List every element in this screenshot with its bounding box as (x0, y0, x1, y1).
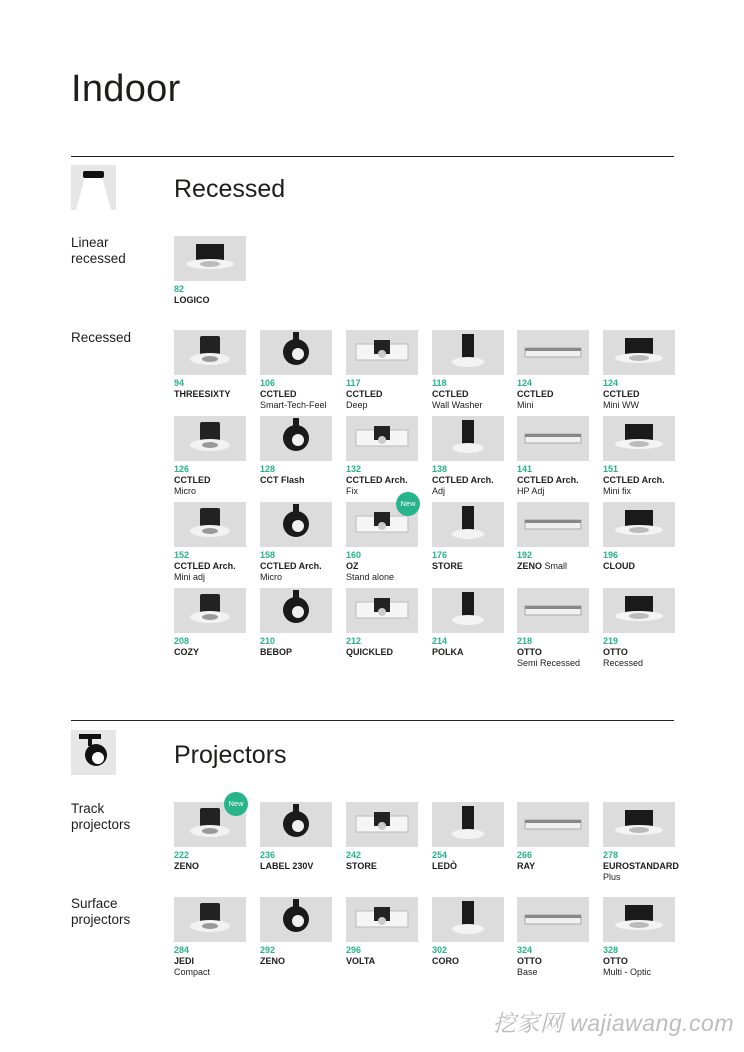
product-page-number: 192 (517, 550, 533, 560)
product-name (517, 561, 589, 572)
product-tile[interactable] (517, 588, 589, 669)
product-page-number: 176 (432, 550, 448, 560)
product-page-number: 124 (603, 378, 619, 388)
product-image (517, 588, 589, 633)
product-image (346, 330, 418, 375)
product-variant: Micro (174, 486, 196, 496)
product-name (517, 647, 589, 658)
product-page-number: 242 (346, 850, 362, 860)
product-name (517, 475, 589, 486)
product-image (174, 330, 246, 375)
product-page-number: 324 (517, 945, 533, 955)
product-tile[interactable] (517, 416, 589, 497)
product-variant: Recessed (603, 658, 644, 668)
product-page-number: 141 (517, 464, 533, 474)
product-tile[interactable] (517, 330, 589, 411)
product-tile[interactable] (174, 330, 246, 400)
product-name-text: LOGICO (174, 295, 210, 305)
section-divider (71, 720, 674, 721)
product-page-number: 196 (603, 550, 619, 560)
product-variant: Mini adj (174, 572, 206, 582)
product-page-number: 138 (432, 464, 448, 474)
product-tile[interactable] (174, 502, 246, 583)
product-name (174, 956, 246, 967)
product-tile[interactable] (260, 502, 332, 583)
product-variant: Mini WW (603, 400, 639, 410)
product-tile[interactable] (432, 416, 504, 497)
product-image (174, 236, 246, 281)
category-label-track-projectors (71, 801, 161, 833)
product-name-text: STORE (346, 861, 377, 871)
track-projector-icon (71, 730, 116, 775)
product-name-text: ZENO (174, 861, 200, 871)
product-image (432, 502, 504, 547)
product-image (517, 502, 589, 547)
product-name (260, 389, 332, 400)
product-name (346, 561, 418, 572)
product-name-text: CCTLED Arch. (603, 475, 665, 485)
product-image (346, 416, 418, 461)
product-tile[interactable] (603, 802, 679, 883)
product-name (346, 475, 418, 486)
product-name (174, 561, 246, 572)
product-page-number: 151 (603, 464, 619, 474)
product-name-text: CORO (432, 956, 459, 966)
product-name (174, 861, 246, 872)
product-page-number: 152 (174, 550, 190, 560)
product-tile[interactable] (603, 502, 675, 572)
product-name-text: COZY (174, 647, 200, 657)
product-image (174, 588, 246, 633)
product-page-number: 210 (260, 636, 276, 646)
product-image (517, 897, 589, 942)
product-tile[interactable] (260, 802, 332, 872)
product-page-number: 128 (260, 464, 276, 474)
product-name-text: POLKA (432, 647, 464, 657)
product-image (346, 588, 418, 633)
product-image (260, 802, 332, 847)
product-name (260, 956, 332, 967)
product-name-text: BEBOP (260, 647, 293, 657)
product-tile[interactable] (432, 330, 504, 411)
product-page-number: 118 (432, 378, 447, 388)
product-name (346, 956, 418, 967)
product-image (603, 802, 675, 847)
product-page-number: 208 (174, 636, 190, 646)
product-tile[interactable] (346, 416, 418, 497)
product-name (517, 956, 589, 967)
product-name-extra: Small (544, 561, 568, 571)
product-image (603, 502, 675, 547)
product-image (603, 330, 675, 375)
product-name (603, 561, 675, 572)
product-variant: Deep (346, 400, 368, 410)
product-image (432, 802, 504, 847)
product-name (603, 647, 675, 658)
product-image (174, 897, 246, 942)
section-title-projectors: Projectors (174, 741, 287, 769)
product-name-text: ZENO (260, 956, 286, 966)
product-image (517, 330, 589, 375)
product-page-number: 328 (603, 945, 619, 955)
product-tile[interactable] (346, 330, 418, 411)
product-name-text: VOLTA (346, 956, 376, 966)
product-variant: Adj (432, 486, 446, 496)
product-name-text: RAY (517, 861, 536, 871)
product-page-number: 222 (174, 850, 190, 860)
new-badge: New (396, 492, 420, 516)
product-tile[interactable] (603, 897, 675, 978)
product-page-number: 158 (260, 550, 276, 560)
product-name (346, 389, 418, 400)
product-tile[interactable] (517, 502, 589, 572)
section-title-recessed: Recessed (174, 175, 286, 203)
product-tile[interactable] (517, 802, 589, 872)
product-page-number: 124 (517, 378, 533, 388)
product-name (260, 475, 332, 486)
product-tile[interactable] (432, 897, 504, 967)
product-variant: Stand alone (346, 572, 395, 582)
page-title: Indoor (71, 68, 181, 110)
product-name-text: OTTO (603, 956, 628, 966)
product-name (260, 647, 332, 658)
product-image (346, 897, 418, 942)
product-tile[interactable] (346, 897, 418, 967)
product-image (174, 416, 246, 461)
product-name-text: OTTO (603, 647, 628, 657)
product-image (603, 897, 675, 942)
product-name-text: CCTLED Arch. (432, 475, 494, 485)
product-page-number: 284 (174, 945, 190, 955)
product-page-number: 296 (346, 945, 362, 955)
category-label-linear-recessed (71, 235, 161, 267)
recessed-downlight-icon (71, 165, 116, 210)
product-tile[interactable] (174, 416, 246, 497)
product-name-text: CCTLED (174, 475, 211, 485)
product-name-text: LEDÒ (432, 861, 458, 871)
product-image (260, 897, 332, 942)
product-page-number: 117 (346, 378, 361, 388)
product-name-text: CCTLED (346, 389, 383, 399)
product-page-number: 132 (346, 464, 362, 474)
product-image (174, 502, 246, 547)
product-tile[interactable] (432, 502, 504, 572)
product-tile[interactable] (260, 330, 332, 411)
category-label-line2: projectors (71, 817, 131, 832)
section-divider (71, 156, 674, 157)
new-badge: New (224, 792, 248, 816)
product-name-text: OTTO (517, 647, 542, 657)
product-image (260, 416, 332, 461)
product-variant: Base (517, 967, 538, 977)
product-image (432, 588, 504, 633)
product-variant: Multi - Optic (603, 967, 652, 977)
category-label-line1: Surface (71, 896, 118, 911)
product-page-number: 214 (432, 636, 448, 646)
product-page-number: 212 (346, 636, 362, 646)
product-name-text: THREESIXTY (174, 389, 231, 399)
product-tile[interactable] (346, 499, 418, 583)
product-name-text: CCT Flash (260, 475, 305, 485)
product-name-text: EUROSTANDARD (603, 861, 679, 871)
product-name (517, 389, 589, 400)
product-tile[interactable] (346, 588, 418, 658)
product-name-text: CCTLED (260, 389, 297, 399)
product-name (432, 956, 504, 967)
product-image (432, 897, 504, 942)
product-image (260, 502, 332, 547)
product-name (346, 861, 418, 872)
product-image (346, 802, 418, 847)
category-label-line1: Recessed (71, 330, 132, 345)
product-image (517, 802, 589, 847)
product-name-text: STORE (432, 561, 463, 571)
category-label-line2: recessed (71, 251, 126, 266)
product-page-number: 219 (603, 636, 619, 646)
product-variant: Smart-Tech-Feel (260, 400, 327, 410)
product-name (603, 861, 679, 872)
product-page-number: 106 (260, 378, 276, 388)
watermark: 挖家网 wajiawang.com (492, 1010, 734, 1036)
product-tile[interactable] (260, 897, 332, 967)
product-tile[interactable] (260, 416, 332, 486)
product-name-text: OZ (346, 561, 359, 571)
product-name-text: CCTLED (517, 389, 554, 399)
product-variant: Compact (174, 967, 211, 977)
product-page-number: 292 (260, 945, 276, 955)
product-image (603, 416, 675, 461)
product-tile[interactable] (174, 236, 246, 306)
product-name (346, 647, 418, 658)
product-page-number: 126 (174, 464, 190, 474)
product-image (603, 588, 675, 633)
product-page-number: 218 (517, 636, 533, 646)
product-tile[interactable] (432, 588, 504, 658)
product-variant: Micro (260, 572, 282, 582)
product-page-number: 160 (346, 550, 362, 560)
product-name (432, 389, 504, 400)
product-tile[interactable] (603, 416, 675, 497)
product-name-text: CCTLED (603, 389, 640, 399)
product-name-text: JEDI (174, 956, 195, 966)
product-name (517, 861, 589, 872)
product-tile[interactable] (174, 897, 246, 978)
product-image (517, 416, 589, 461)
product-name (174, 647, 246, 658)
product-page-number: 82 (174, 284, 185, 294)
product-name (603, 475, 675, 486)
product-image (432, 330, 504, 375)
product-image (260, 588, 332, 633)
product-page-number: 254 (432, 850, 448, 860)
product-name-text: ZENO (517, 561, 543, 571)
product-name-text: CCTLED Arch. (346, 475, 408, 485)
product-variant: Plus (603, 872, 621, 882)
product-variant: Semi Recessed (517, 658, 581, 668)
product-tile[interactable] (603, 330, 675, 411)
product-tile[interactable] (517, 897, 589, 978)
product-image (432, 416, 504, 461)
product-name (432, 861, 504, 872)
product-name (432, 647, 504, 658)
category-label-recessed (71, 330, 161, 346)
product-page-number: 94 (174, 378, 185, 388)
product-page-number: 236 (260, 850, 276, 860)
product-page-number: 302 (432, 945, 448, 955)
product-name (432, 561, 504, 572)
category-label-line2: projectors (71, 912, 131, 927)
product-name (174, 389, 246, 400)
product-name-text: OTTO (517, 956, 542, 966)
category-label-surface-projectors (71, 896, 161, 928)
product-tile[interactable] (174, 799, 246, 872)
product-tile[interactable] (174, 588, 246, 658)
product-name (260, 861, 332, 872)
product-tile[interactable] (346, 802, 418, 872)
product-name (260, 561, 332, 572)
product-variant: Fix (346, 486, 358, 496)
product-variant: Mini fix (603, 486, 632, 496)
product-name-text: LABEL 230V (260, 861, 314, 871)
product-variant: HP Adj (517, 486, 545, 496)
product-page-number: 278 (603, 850, 619, 860)
product-tile[interactable] (260, 588, 332, 658)
product-name (603, 389, 675, 400)
product-page-number: 266 (517, 850, 533, 860)
product-name (174, 295, 246, 306)
product-name (603, 956, 675, 967)
product-variant: Mini (517, 400, 534, 410)
product-name-text: QUICKLED (346, 647, 393, 657)
product-name (432, 475, 504, 486)
product-name-text: CCTLED Arch. (517, 475, 579, 485)
category-label-line1: Track (71, 801, 105, 816)
product-name (174, 475, 246, 486)
product-name-text: CLOUD (603, 561, 635, 571)
product-tile[interactable] (603, 588, 675, 669)
product-tile[interactable] (432, 802, 504, 872)
category-label-line1: Linear (71, 235, 109, 250)
product-name-text: CCTLED Arch. (260, 561, 322, 571)
product-variant: Wall Washer (432, 400, 483, 410)
product-image (260, 330, 332, 375)
product-name-text: CCTLED (432, 389, 469, 399)
product-name-text: CCTLED Arch. (174, 561, 236, 571)
